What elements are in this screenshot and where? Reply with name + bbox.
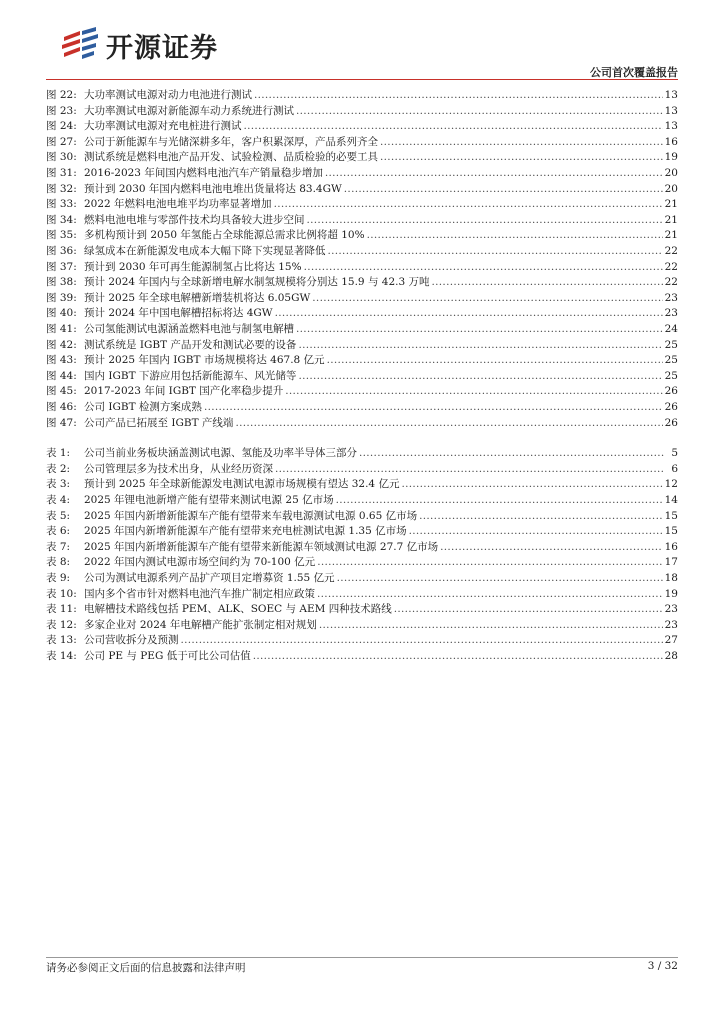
toc-entry-title: 公司于新能源车与光储深耕多年，客户积累深厚，产品系列齐全 <box>84 135 378 148</box>
toc-entry[interactable] <box>46 493 678 508</box>
toc-entry-label: 图 30: <box>46 151 77 164</box>
toc-entry-title: 绿氢成本在新能源发电成本大幅下降下实现显著降低 <box>84 245 326 257</box>
toc-leader-dots <box>409 524 663 539</box>
toc-entry-label: 表 13: <box>46 634 77 647</box>
toc-leader-dots <box>307 213 663 228</box>
toc-entry-label: 图 42: <box>46 338 77 351</box>
toc-entry-label: 表 14: <box>46 650 77 662</box>
toc-entry-title: 测试系统是 IGBT 产品开发和测试必要的设备 <box>84 338 297 351</box>
toc-entry-title: 公司 PE 与 PEG 低于可比公司估值 <box>84 650 251 662</box>
toc-leader-dots <box>253 649 663 664</box>
toc-entry-title: 大功率测试电源对新能源车动力系统进行测试 <box>84 104 294 117</box>
toc-entry-page: 21 <box>664 213 678 226</box>
toc-leader-dots <box>327 353 663 368</box>
toc-entry-title: 多家企业对 2024 年电解槽产能扩张制定相对规划 <box>84 618 317 631</box>
toc-leader-dots <box>440 540 663 555</box>
toc-entry-label: 图 38: <box>46 276 77 289</box>
toc-leader-dots <box>244 119 663 134</box>
toc-entry-page: 23 <box>664 307 678 320</box>
toc-entry-title: 公司为测试电源系列产品扩产项目定增募资 1.55 亿元 <box>84 572 335 584</box>
toc-entry-page: 5 <box>671 447 678 460</box>
toc-entry-label: 图 33: <box>46 198 77 211</box>
toc-entry[interactable] <box>46 182 678 197</box>
toc-entry-page: 26 <box>664 416 678 429</box>
toc-entry-page: 13 <box>664 104 678 117</box>
toc-entry[interactable] <box>46 540 678 555</box>
toc-entry-label: 图 40: <box>46 307 77 320</box>
toc-entry-label: 图 32: <box>46 182 77 195</box>
toc-entry[interactable] <box>46 213 678 228</box>
toc-entry[interactable] <box>46 618 678 633</box>
toc-entry-label: 表 3: <box>46 478 71 491</box>
toc-leader-dots <box>298 369 662 384</box>
toc-leader-dots <box>328 244 663 259</box>
toc-entry[interactable] <box>46 228 678 243</box>
toc-entry[interactable] <box>46 571 678 586</box>
toc-leader-dots <box>275 462 664 477</box>
toc-entry-title: 燃料电池电堆与零部件技术均具备较大进步空间 <box>84 213 305 226</box>
toc-entry-title: 2022 年燃料电池电堆平均功率显著增加 <box>84 198 272 211</box>
toc-entry[interactable] <box>46 369 678 384</box>
toc-leader-dots <box>325 166 663 181</box>
toc-entry-title: 电解槽技术路线包括 PEM、ALK、SOEC 与 AEM 四种技术路线 <box>84 603 392 616</box>
toc-entry-label: 表 2: <box>46 462 71 475</box>
toc-entry-page: 19 <box>664 151 678 164</box>
toc-entry[interactable] <box>46 416 678 431</box>
report-type: 公司首次覆盖报告 <box>590 66 678 79</box>
toc-entry-title: 预计 2024 年国内与全球新增电解水制氢规模将分别达 15.9 与 42.3 万吨 <box>84 276 430 289</box>
toc-entry-label: 表 8: <box>46 556 71 569</box>
toc-entry-title: 公司 IGBT 检测方案成熟 <box>84 401 202 413</box>
toc-entry-label: 表 5: <box>46 509 71 522</box>
toc-entry-title: 大功率测试电源对充电桩进行测试 <box>84 120 242 133</box>
toc-entry[interactable] <box>46 104 678 119</box>
toc-entry[interactable] <box>46 322 678 337</box>
toc-entry-label: 图 44: <box>46 369 77 382</box>
toc-leader-dots <box>317 587 663 602</box>
toc-entry-title: 2016-2023 年间国内燃料电池汽车产销量稳步增加 <box>84 167 323 179</box>
toc-entry-label: 图 37: <box>46 260 77 273</box>
toc-entry-label: 图 34: <box>46 213 77 226</box>
toc-entry-title: 大功率测试电源对动力电池进行测试 <box>84 89 252 101</box>
toc-leader-dots <box>336 493 663 508</box>
toc-leader-dots <box>317 555 662 570</box>
logo-text: 开源证券 <box>106 32 218 64</box>
toc-entry-page: 27 <box>664 634 678 647</box>
toc-entry-title: 预计到 2030 年国内燃料电池电堆出货量将达 83.4GW <box>84 182 342 195</box>
toc-entry-title: 公司当前业务板块涵盖测试电源、氢能及功率半导体三部分 <box>84 447 357 460</box>
toc-entry-page: 18 <box>664 572 678 584</box>
toc-entry[interactable] <box>46 555 678 570</box>
header-divider <box>46 79 678 80</box>
toc-leader-dots <box>380 135 663 150</box>
toc-entry-title: 公司管理层多为技术出身，从业经历资深 <box>84 462 273 475</box>
toc-entry-title: 公司氢能测试电源涵盖燃料电池与制氢电解槽 <box>84 323 294 335</box>
toc-leader-dots <box>204 400 663 415</box>
toc-leader-dots <box>319 618 663 633</box>
toc-entry-label: 表 1: <box>46 447 71 460</box>
toc-leader-dots <box>337 571 663 586</box>
toc-entry-page: 14 <box>664 494 678 506</box>
toc-entry[interactable] <box>46 384 678 399</box>
toc-entry[interactable] <box>46 275 678 290</box>
toc-leader-dots <box>432 275 663 290</box>
toc-entry-title: 预计到 2025 年全球新能源发电测试电源市场规模有望达 32.4 亿元 <box>84 478 400 491</box>
toc-entry-title: 多机构预计到 2050 年氢能占全球能源总需求比例将超 10% <box>84 229 365 242</box>
toc-entry-page: 15 <box>664 525 678 538</box>
toc-leader-dots <box>380 150 663 165</box>
toc-entry-page: 12 <box>664 478 678 491</box>
toc-entry-label: 图 24: <box>46 120 77 133</box>
toc-entry[interactable] <box>46 150 678 165</box>
toc-entry-title: 2025 年国内新增新能源车产能有望带来新能源车领域测试电源 27.7 亿市场 <box>84 540 439 553</box>
toc-entry-label: 表 6: <box>46 525 71 538</box>
toc-entry[interactable] <box>46 446 678 461</box>
toc-entry-page: 21 <box>664 229 678 242</box>
toc-entry-page: 21 <box>664 198 678 211</box>
toc-leader-dots <box>401 477 662 492</box>
toc-entry-page: 22 <box>664 245 678 257</box>
toc-entry-label: 表 9: <box>46 572 71 584</box>
kaiyuan-logo-icon <box>58 23 102 67</box>
toc-leader-dots <box>254 88 663 103</box>
toc-entry-page: 25 <box>664 369 678 382</box>
toc-entry-title: 2025 年锂电池新增产能有望带来测试电源 25 亿市场 <box>84 494 334 506</box>
toc-entry-page: 25 <box>664 354 678 367</box>
toc-entry[interactable] <box>46 166 678 181</box>
toc-entry[interactable] <box>46 524 678 539</box>
toc-entry-label: 图 41: <box>46 323 77 335</box>
toc-leader-dots <box>181 633 663 648</box>
toc-entry-label: 图 45: <box>46 385 77 398</box>
toc-entry-label: 图 31: <box>46 167 77 179</box>
toc-entry-label: 表 7: <box>46 540 71 553</box>
toc-leader-dots <box>275 306 663 321</box>
page-header <box>0 0 724 86</box>
toc-entry[interactable] <box>46 649 678 664</box>
toc-entry[interactable] <box>46 135 678 150</box>
toc-entry-page: 22 <box>664 260 678 273</box>
toc-entry[interactable] <box>46 462 678 477</box>
toc-entry-page: 16 <box>664 135 678 148</box>
toc-entry-page: 24 <box>664 323 678 335</box>
toc-leader-dots <box>344 182 663 197</box>
toc-entry-page: 20 <box>664 182 678 195</box>
toc-entry[interactable] <box>46 88 678 103</box>
toc-entry-page: 25 <box>664 338 678 351</box>
toc-entry[interactable] <box>46 633 678 648</box>
toc-entry-page: 13 <box>664 89 678 101</box>
toc-entry-label: 图 35: <box>46 229 77 242</box>
toc-entry[interactable] <box>46 338 678 353</box>
toc-entry-label: 表 10: <box>46 587 77 600</box>
toc-leader-dots <box>296 322 663 337</box>
toc-entry[interactable] <box>46 602 678 617</box>
toc-entry-title: 2022 年国内测试电源市场空间约为 70-100 亿元 <box>84 556 316 569</box>
toc-entry[interactable] <box>46 291 678 306</box>
toc-entry-label: 图 47: <box>46 416 77 429</box>
toc-entry-title: 测试系统是燃料电池产品开发、试验检测、品质检验的必要工具 <box>84 151 378 164</box>
toc-entry-label: 图 39: <box>46 291 77 304</box>
toc-entry[interactable] <box>46 306 678 321</box>
toc-entry-title: 2025 年国内新增新能源车产能有望带来车载电源测试电源 0.65 亿市场 <box>84 509 418 522</box>
toc-leader-dots <box>419 509 663 524</box>
toc-leader-dots <box>274 197 663 212</box>
toc-entry-page: 17 <box>664 556 678 569</box>
toc-entry-page: 15 <box>664 509 678 522</box>
toc-entry-page: 26 <box>664 385 678 398</box>
toc-entry-page: 28 <box>664 650 678 662</box>
toc-leader-dots <box>235 416 662 431</box>
toc-entry-title: 公司营收拆分及预测 <box>84 634 179 647</box>
toc-entry[interactable] <box>46 197 678 212</box>
toc-entry-label: 图 46: <box>46 401 77 413</box>
toc-entry-label: 图 27: <box>46 135 77 148</box>
toc-leader-dots <box>367 228 663 243</box>
toc-entry-title: 预计 2024 年中国电解槽招标将达 4GW <box>84 307 273 320</box>
toc-leader-dots <box>394 602 663 617</box>
toc-entry[interactable] <box>46 400 678 415</box>
footer-disclaimer: 请务必参阅正文后面的信息披露和法律声明 <box>46 962 246 974</box>
toc-leader-dots <box>296 104 663 119</box>
toc-entry[interactable] <box>46 260 678 275</box>
toc-entry-page: 13 <box>664 120 678 133</box>
toc-entry-page: 22 <box>664 276 678 289</box>
page-number: 3 / 32 <box>647 960 678 972</box>
toc-entry-page: 19 <box>664 587 678 600</box>
toc-entry-label: 表 11: <box>46 603 77 616</box>
toc-entry-label: 图 43: <box>46 354 77 367</box>
toc-entry-title: 预计 2025 年全球电解槽新增装机将达 6.05GW <box>84 291 311 304</box>
toc-entry-page: 16 <box>664 540 678 553</box>
toc-entry-title: 预计到 2030 年可再生能源制氢占比将达 15% <box>84 260 302 273</box>
toc-entry-page: 6 <box>671 462 678 475</box>
toc-entry-title: 2017-2023 年间 IGBT 国产化率稳步提升 <box>84 385 284 398</box>
toc-entry[interactable] <box>46 477 678 492</box>
toc-entry[interactable] <box>46 244 678 259</box>
toc-entry-title: 国内 IGBT 下游应用包括新能源车、风光储等 <box>84 369 297 382</box>
toc-leader-dots <box>359 446 664 461</box>
toc-entry-title: 公司产品已拓展至 IGBT 产线端 <box>84 416 234 429</box>
toc-entry-label: 图 36: <box>46 245 77 257</box>
toc-entry[interactable] <box>46 509 678 524</box>
toc-entry-label: 图 23: <box>46 104 77 117</box>
toc-entry[interactable] <box>46 587 678 602</box>
toc-entry-title: 2025 年国内新增新能源车产能有望带来充电桩测试电源 1.35 亿市场 <box>84 525 407 538</box>
toc-leader-dots <box>304 260 663 275</box>
toc-leader-dots <box>312 291 662 306</box>
toc-entry[interactable] <box>46 119 678 134</box>
toc-entry-title: 预计 2025 年国内 IGBT 市场规模将达 467.8 亿元 <box>84 354 325 367</box>
toc-entry-page: 23 <box>664 603 678 616</box>
company-logo <box>58 22 268 68</box>
toc-leader-dots <box>298 338 662 353</box>
toc-leader-dots <box>285 384 662 399</box>
toc-entry-title: 国内多个省市针对燃料电池汽车推广制定相应政策 <box>84 587 315 600</box>
toc-entry-label: 表 4: <box>46 494 71 506</box>
toc-entry-page: 23 <box>664 618 678 631</box>
toc-entry-label: 表 12: <box>46 618 77 631</box>
toc-entry-page: 23 <box>664 291 678 304</box>
toc-entry-page: 26 <box>664 401 678 413</box>
toc-entry-page: 20 <box>664 167 678 179</box>
toc-entry-label: 图 22: <box>46 89 77 101</box>
toc-entry[interactable] <box>46 353 678 368</box>
footer-divider <box>46 957 678 958</box>
